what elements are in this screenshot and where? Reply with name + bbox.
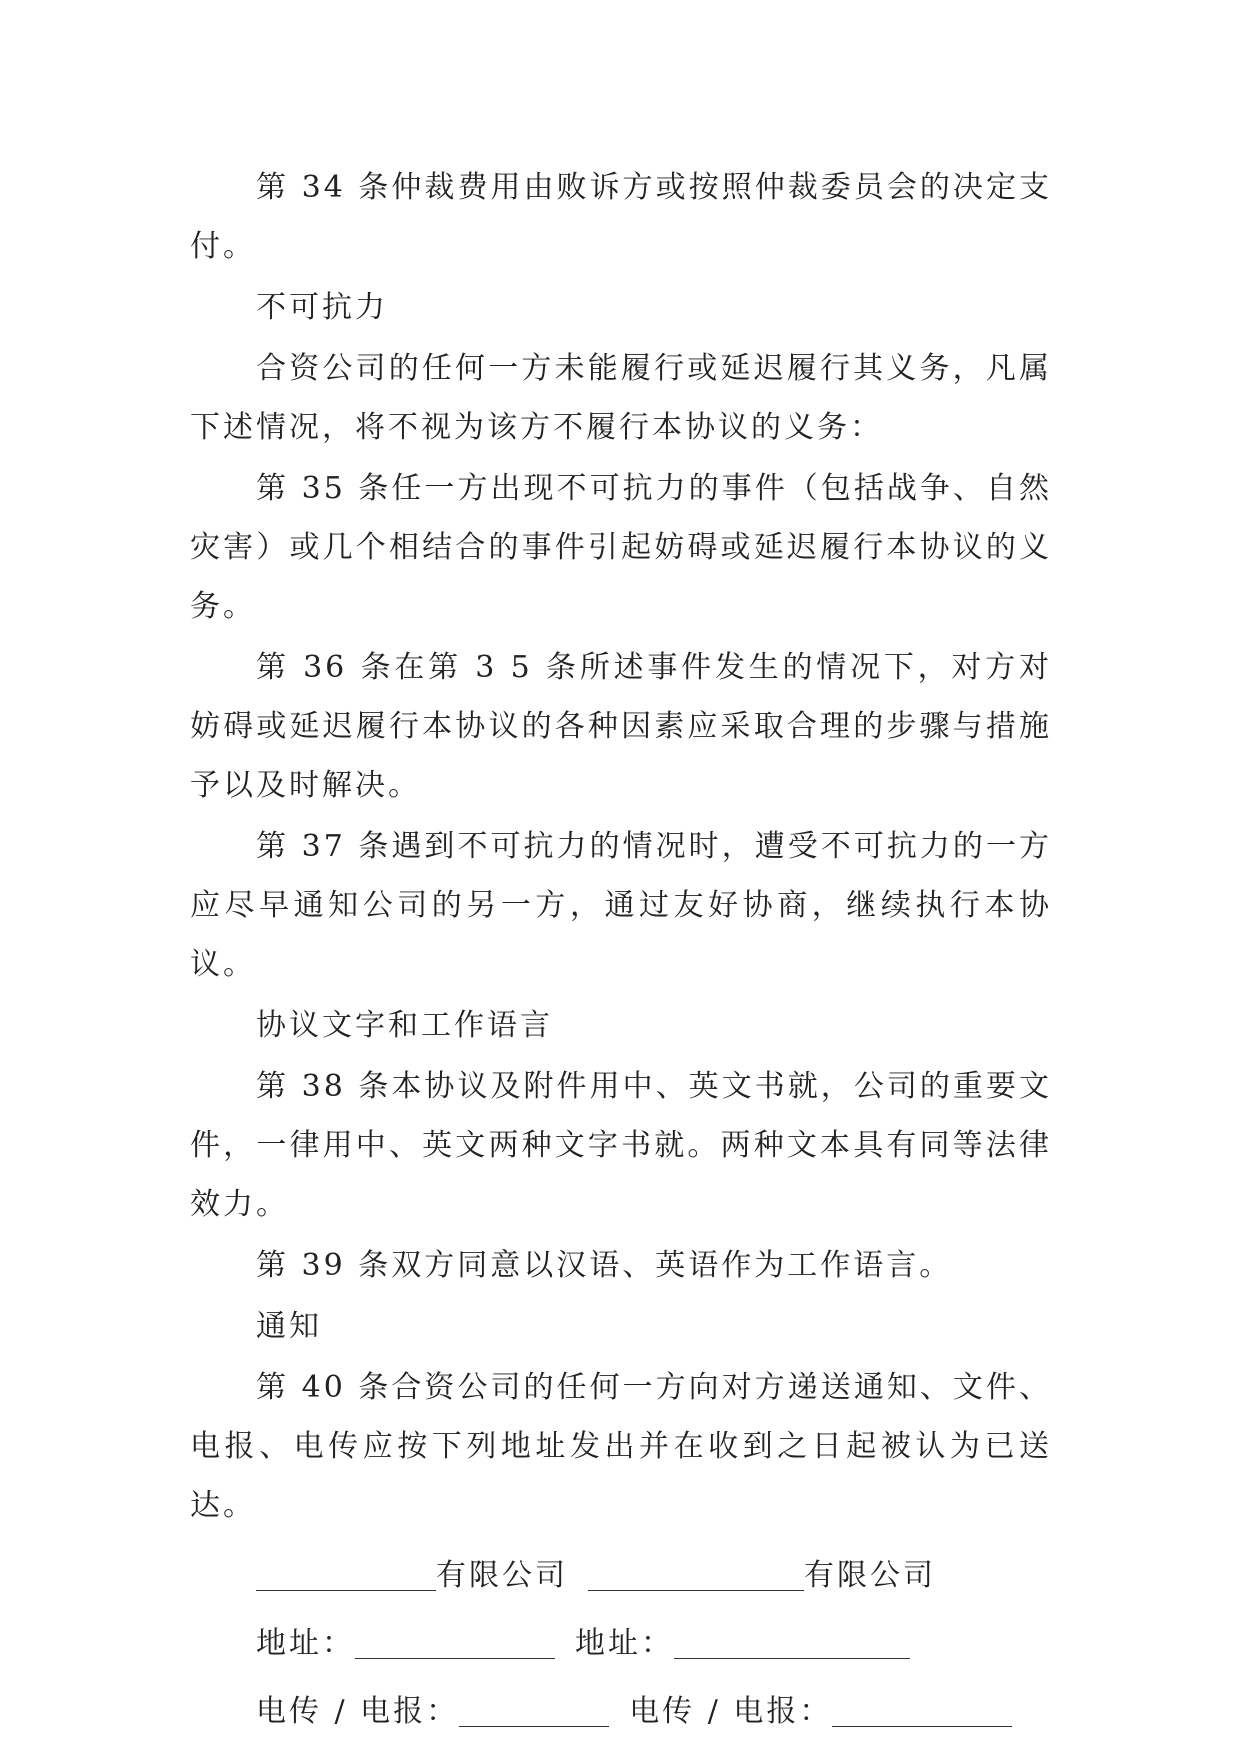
address-label-2: 地址： xyxy=(575,1626,674,1661)
address-row xyxy=(190,1605,1052,1673)
telex-blank-1 xyxy=(459,1684,609,1727)
document-body xyxy=(190,158,1052,1741)
section-heading-notice: 通知 xyxy=(256,1309,322,1344)
company-name-blank-1 xyxy=(256,1548,436,1591)
telex-blank-2 xyxy=(832,1684,1012,1727)
article-39: 第 39 条双方同意以汉语、英语作为工作语言。 xyxy=(256,1248,953,1283)
article-40: 第 40 条合资公司的任何一方向对方递送通知、文件、电报、电传应按下列地址发出并在收到之日起被认为已送达。 xyxy=(190,1370,1052,1523)
telex-row xyxy=(190,1673,1052,1741)
force-majeure-intro: 合资公司的任何一方未能履行或延迟履行其义务，凡属下述情况，将不视为该方不履行本协议的义务： xyxy=(190,351,1052,445)
telex-label-2: 电传 / 电报： xyxy=(629,1694,833,1729)
company-name-blank-2 xyxy=(588,1548,804,1591)
section-heading-force-majeure: 不可抗力 xyxy=(256,290,388,325)
article-38: 第 38 条本协议及附件用中、英文书就，公司的重要文件，一律用中、英文两种文字书就。两种文本具有同等法律效力。 xyxy=(190,1069,1052,1222)
address-blank-1 xyxy=(355,1616,555,1659)
company-suffix-2: 有限公司 xyxy=(804,1558,936,1593)
company-name-row xyxy=(190,1537,1052,1605)
address-label-1: 地址： xyxy=(256,1626,355,1661)
article-35: 第 35 条任一方出现不可抗力的事件（包括战争、自然灾害）或几个相结合的事件引起妨碍或延迟履行本协议的义务。 xyxy=(190,471,1052,624)
telex-label-1: 电传 / 电报： xyxy=(256,1694,460,1729)
article-37: 第 37 条遇到不可抗力的情况时，遭受不可抗力的一方应尽早通知公司的另一方，通过友好协商，继续执行本协议。 xyxy=(190,829,1052,982)
company-suffix-1: 有限公司 xyxy=(436,1558,568,1593)
article-36: 第 36 条在第 3 5 条所述事件发生的情况下，对方对妨碍或延迟履行本协议的各种因素应采取合理的步骤与措施予以及时解决。 xyxy=(190,650,1052,803)
section-heading-language: 协议文字和工作语言 xyxy=(256,1008,553,1043)
address-blank-2 xyxy=(674,1616,910,1659)
article-34: 第 34 条仲裁费用由败诉方或按照仲裁委员会的决定支付。 xyxy=(190,170,1052,264)
